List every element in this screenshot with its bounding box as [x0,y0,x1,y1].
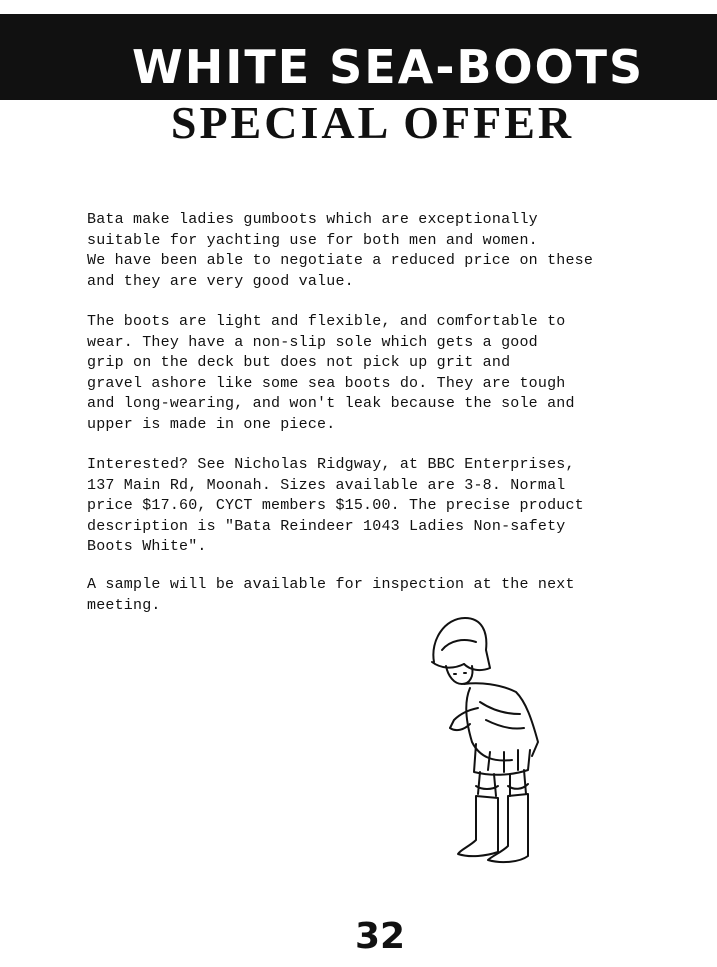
paragraph-contact: Interested? See Nicholas Ridgway, at BBC Enterprises, 137 Main Rd, Moonah. Sizes available are 3-8. Normal price $17.60, CYCT members $15.00. The precise product description is "Bata Reindeer 1043 Ladies Non-safety Boots White". [87,456,584,555]
paragraph-features: The boots are light and flexible, and comfortable to wear. They have a non-slip sole which gets a good grip on the deck but does not pick up grit and gravel ashore like some sea boots do. They are tough and long-wearing, and won't leak because the sole and upper is made in one piece. [87,313,575,433]
page-title: WHITE SEA-BOOTS [132,40,645,94]
page-number: 32 [354,916,406,957]
paragraph-sample: A sample will be available for inspection at the next meeting. [87,576,575,614]
sailor-in-sea-boots-icon [420,610,560,870]
page-subtitle: SPECIAL OFFER [170,97,575,148]
paragraph-intro: Bata make ladies gumboots which are exceptionally suitable for yachting use for both men and women. We have been able to negotiate a reduced price on these and they are very good value. [87,211,594,290]
